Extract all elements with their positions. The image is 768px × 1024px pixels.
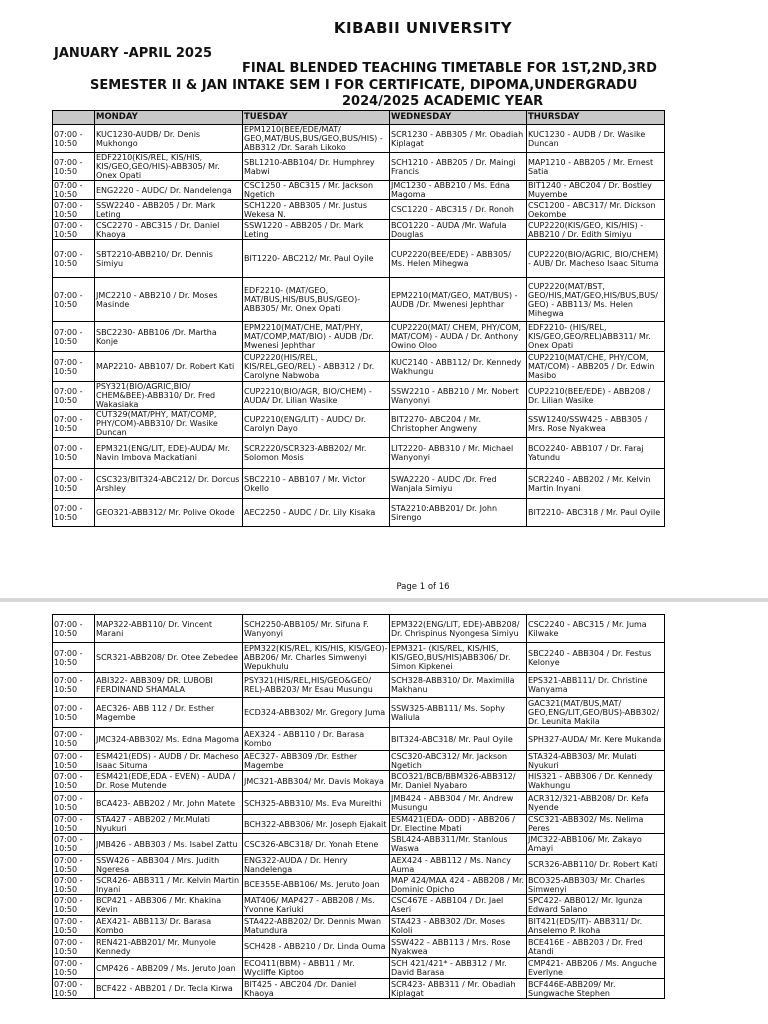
class-cell: BIT1220- ABC212/ Mr. Paul Oyile <box>243 240 390 278</box>
table-row <box>53 499 665 527</box>
class-cell: EPM322(KIS/REL, KIS/HIS, KIS/GEO)-ABB206/ Mr. Charles Simwenyi Wepukhulu <box>244 644 388 671</box>
col-header-wednesday: WEDNESDAY <box>390 111 527 125</box>
class-cell: SSW2210 - ABB210 / Mr. Nobert Wanyonyi <box>390 382 527 410</box>
class-cell: CUP2220(MAT/BST, GEO/HIS,MAT/GEO,HIS/BUS,BUS/GEO) - ABB113/ Ms. Helen Mihegwa <box>527 278 665 322</box>
time-cell: 07:00 - 10:50 <box>53 834 95 855</box>
class-cell: BCO321/BCB/BBM326-ABB312/ Mr. Daniel Nyabaro <box>390 771 527 792</box>
table-row <box>53 153 665 181</box>
class-cell: ESM421(EDE,EDA - EVEN) - AUDA / Dr. Rose Mutende <box>95 771 243 792</box>
class-cell: CUP2220(MAT/ CHEM, PHY/COM, MAT/COM) - AUDA / Dr. Anthony Owino Oloo <box>390 322 527 352</box>
table-row <box>53 200 665 220</box>
class-cell: STA423 - ABB302 /Dr. Moses Kololi <box>390 916 527 936</box>
col-header-thursday: THURSDAY <box>527 111 665 125</box>
class-cell: CUP2220(KIS/GEO, KIS/HIS) - ABB210 / Dr. Edith Simiyu <box>527 220 665 240</box>
time-cell: 07:00 - 10:50 <box>53 615 95 643</box>
class-cell: ENG2220 - AUDC/ Dr. Nandelenga <box>95 181 243 200</box>
table-row <box>53 643 665 673</box>
class-cell: SCR326-ABB110/ Dr. Robert Kati <box>527 855 665 875</box>
time-cell: 07:00 - 10:50 <box>53 220 95 240</box>
class-cell: BIT1240 - ABC204 / Dr. Bostley Muyembe <box>527 181 665 200</box>
time-cell: 07:00 - 10:50 <box>53 200 95 220</box>
timetable-heading: FINAL BLENDED TEACHING TIMETABLE FOR 1ST,2ND,3RD <box>242 61 657 76</box>
time-cell: 07:00 - 10:50 <box>53 673 95 698</box>
class-cell: MAP2210- ABB107/ Dr. Robert Kati <box>95 352 243 382</box>
class-cell: CSC467E - ABB104 / Dr. Jael Aseri <box>390 895 527 916</box>
time-cell: 07:00 - 10:50 <box>53 643 95 673</box>
table-row <box>53 728 665 751</box>
table-header-row <box>53 111 665 125</box>
table-row <box>53 673 665 698</box>
class-cell: CSC320-ABC312/ Mr. Jackson Ngetich <box>390 751 527 771</box>
class-cell: BIT2270- ABC204 / Mr. Christopher Angweny <box>390 410 527 438</box>
class-cell: SCH328-ABB310/ Dr. Maximilla Makhanu <box>390 673 527 698</box>
table-row <box>53 875 665 895</box>
table-row <box>53 751 665 771</box>
class-cell: CUP2220(HIS/REL, KIS/REL,GEO/REL) - ABB312 / Dr. Carolyne Nabwoba <box>243 352 390 382</box>
class-cell: SSW2240 - ABB205 / Dr. Mark Leting <box>95 200 243 220</box>
class-cell: BCH322-ABB306/ Mr. Joseph Ejakait <box>243 815 390 834</box>
class-cell: SCH 421/421* - ABB312 / Mr. David Barasa <box>390 958 527 979</box>
class-cell: SBL1210-ABB104/ Dr. Humphrey Mabwi <box>243 153 390 181</box>
class-cell: AEC327- ABB309 /Dr. Esther Magembe <box>243 751 390 771</box>
table-row <box>53 240 665 278</box>
table-row <box>53 278 665 322</box>
class-cell: SBC2240 - ABB304 / Dr. Festus Kelonye <box>527 643 665 673</box>
class-cell: BCF422 - ABB201 / Dr. Tecla Kirwa <box>95 979 243 999</box>
class-cell: BCP421 - ABB306 / Mr. Khakina Kevin <box>95 895 243 916</box>
class-cell: GAC321(MAT/BUS,MAT/ GEO,ENG/LIT,GEO/BUS)-ABB302/ Dr. Leunita Makila <box>527 698 665 728</box>
page-number: Page 1 of 16 <box>396 582 450 592</box>
university-title: KIBABII UNIVERSITY <box>333 19 513 37</box>
class-cell: CSC1220 - ABC315 / Dr. Ronoh <box>390 200 527 220</box>
class-cell: ESM421(EDS) - AUDB / Dr. Macheso Isaac Situma <box>95 751 243 771</box>
table-row <box>53 855 665 875</box>
class-cell: SPH327-AUDA/ Mr. Kere Mukanda <box>527 728 665 751</box>
class-cell: JMB424 - ABB304 / Mr. Andrew Musungu <box>390 792 527 815</box>
class-cell: SBL424-ABB311/Mr. Stanlous Waswa <box>390 834 527 855</box>
table-row <box>53 322 665 352</box>
class-cell: CUT329(MAT/PHY, MAT/COMP, PHY/COM)-ABB310/ Dr. Wasike Duncan <box>95 410 243 438</box>
class-cell: ECD324-ABB302/ Mr. Gregory Juma <box>243 698 390 728</box>
class-cell: PSY321(BIO/AGRIC,BIO/ CHEM&BEE)-ABB310/ Dr. Fred Wakasiaka <box>95 382 243 410</box>
class-cell: EPM1210(BEE/EDE/MAT/ GEO,MAT/BUS,BUS/GEO,BUS/HIS) - ABB312 /Dr. Sarah Likoko <box>243 125 390 153</box>
class-cell: AEC2250 - AUDC / Dr. Lily Kisaka <box>243 499 390 527</box>
table-row <box>53 469 665 499</box>
table-row <box>53 410 665 438</box>
class-cell: SCH1210 - ABB205 / Dr. Maingi Francis <box>390 153 527 181</box>
class-cell: SCH2250-ABB105/ Mr. Sifuna F. Wanyonyi <box>243 615 390 643</box>
class-cell: SCH1220 - ABB305 / Mr. Justus Wekesa N. <box>243 200 390 220</box>
time-cell: 07:00 - 10:50 <box>53 469 95 499</box>
time-cell: 07:00 - 10:50 <box>53 958 95 979</box>
time-cell: 07:00 - 10:50 <box>53 322 95 352</box>
time-cell: 07:00 - 10:50 <box>53 240 95 278</box>
table-row <box>53 895 665 916</box>
class-cell: CUP2210(BEE/EDE) - ABB208 / Dr. Lilian Wasike <box>527 382 665 410</box>
table-row <box>53 438 665 469</box>
class-cell: AEX424 - ABB112 / Ms. Nancy Auma <box>390 855 527 875</box>
class-cell: LIT2220- ABB310 / Mr. Michael Wanyonyi <box>390 438 527 469</box>
class-cell: EDF2210- (HIS/REL, KIS/GEO,GEO/REL)ABB311/ Mr. Onex Opati <box>527 322 665 352</box>
class-cell: EPM321- (KIS/REL, KIS/HIS, KIS/GEO,BUS/HIS)ABB306/ Dr. Simon Kipkenei <box>390 643 527 673</box>
class-cell: EDF2210(KIS/REL, KIS/HIS, KIS/GEO,GEO/HIS)-ABB305/ Mr. Onex Opati <box>95 153 243 181</box>
class-cell: EPM2210(MAT/CHE, MAT/PHY, MAT/COMP,MAT/BIO) - AUDB /Dr. Mwenesi Jephthar <box>243 322 390 352</box>
class-cell: KUC2140 - ABB112/ Dr. Kennedy Wakhungu <box>390 352 527 382</box>
class-cell: ACR312/321-ABB208/ Dr. Kefa Nyende <box>527 792 665 815</box>
time-cell: 07:00 - 10:50 <box>53 792 95 815</box>
class-cell: CSC326-ABC318/ Dr. Yonah Etene <box>243 834 390 855</box>
table-row <box>53 834 665 855</box>
class-cell: BCE416E - ABB203 / Dr. Fred Atandi <box>527 936 665 958</box>
class-cell: REN421-ABB201/ Mr. Munyole Kennedy <box>95 936 243 958</box>
class-cell: MAP 424/MAA 424 - ABB208 / Mr. Dominic Opicho <box>390 875 527 895</box>
timetable-page-1 <box>52 110 665 527</box>
class-cell: SCR426- ABB311 / Mr. Kelvin Martin Inyani <box>95 875 243 895</box>
time-cell: 07:00 - 10:50 <box>53 352 95 382</box>
class-cell: CUP2210(ENG/LIT) - AUDC/ Dr. Carolyn Dayo <box>243 410 390 438</box>
class-cell: EPS321-ABB111/ Dr. Christine Wanyama <box>527 673 665 698</box>
table-row <box>53 958 665 979</box>
time-cell: 07:00 - 10:50 <box>53 125 95 153</box>
time-cell: 07:00 - 10:50 <box>53 815 95 834</box>
class-cell: MAP322-ABB110/ Dr. Vincent Marani <box>95 615 243 643</box>
time-cell: 07:00 - 10:50 <box>53 771 95 792</box>
class-cell: SSW422 - ABB113 / Mrs. Rose Nyakwea <box>390 936 527 958</box>
class-cell: ABI322- ABB309/ DR. LUBOBI FERDINAND SHAMALA <box>95 673 243 698</box>
col-header-monday: MONDAY <box>95 111 243 125</box>
class-cell: EPM322(ENG/LIT, EDE)-ABB208/ Dr. Chrispinus Nyongesa Simiyu <box>390 615 527 643</box>
class-cell: BCA423- ABB202 / Mr. John Matete <box>95 792 243 815</box>
class-cell: ECO411(BBM) - ABB11 / Mr. Wycliffe Kiptoo <box>243 958 390 979</box>
class-cell: AEX421- ABB113/ Dr. Barasa Kombo <box>95 916 243 936</box>
class-cell: EPM2210(MAT/GEO, MAT/BUS) - AUDB /Dr. Mwenesi Jephthar <box>390 278 527 322</box>
time-cell: 07:00 - 10:50 <box>53 499 95 527</box>
class-cell: EPM321(ENG/LIT, EDE)-AUDA/ Mr. Navin Imbova Mackatiani <box>95 438 243 469</box>
table-row <box>53 979 665 999</box>
class-cell: BCO2240- ABB107 / Dr. Faraj Yatundu <box>527 438 665 469</box>
class-cell: SCR321-ABB208/ Dr. Otee Zebedee <box>95 643 243 673</box>
class-cell: JMC324-ABB302/ Ms. Edna Magoma <box>95 728 243 751</box>
time-cell: 07:00 - 10:50 <box>53 936 95 958</box>
class-cell: STA427 - ABB202 / Mr.Mulati Nyukuri <box>95 815 243 834</box>
table-row <box>53 181 665 200</box>
time-cell: 07:00 - 10:50 <box>53 979 95 999</box>
class-cell: SCH428 - ABB210 / Dr. Linda Ouma <box>243 936 390 958</box>
time-cell: 07:00 - 10:50 <box>53 875 95 895</box>
class-cell: JMC322-ABB106/ Mr. Zakayo Amayi <box>527 834 665 855</box>
class-cell: EDF2210- (MAT/GEO, MAT/BUS,HIS/BUS,BUS/GEO)-ABB305/ Mr. Onex Opati <box>243 278 390 322</box>
class-cell: CSC1250 - ABC315 / Mr. Jackson Ngetich <box>243 181 390 200</box>
table-row <box>53 352 665 382</box>
class-cell: SBT2210-ABB210/ Dr. Dennis Simiyu <box>95 240 243 278</box>
time-cell: 07:00 - 10:50 <box>53 410 95 438</box>
class-cell: SPC422- ABB012/ Mr. Igunza Edward Salano <box>527 895 665 916</box>
class-cell: KUC1230-AUDB/ Dr. Denis Mukhongo <box>95 125 243 153</box>
page-separator <box>0 598 768 602</box>
class-cell: BIT421(EDS/IT)- ABB311/ Dr. Anselemo P. Ikoha <box>527 916 665 936</box>
class-cell: ENG322-AUDA / Dr. Henry Nandelenga <box>243 855 390 875</box>
class-cell: SSW1220 - ABB205 / Dr. Mark Leting <box>243 220 390 240</box>
class-cell: MAP1210 - ABB205 / Mr. Ernest Satia <box>527 153 665 181</box>
class-cell: CMP426 - ABB209 / Ms. Jeruto Joan <box>95 958 243 979</box>
class-cell: PSY321(HIS/REL,HIS/GEO&GEO/ REL)-ABB203/ Mr Esau Musungu <box>243 673 390 698</box>
term-heading: JANUARY -APRIL 2025 <box>54 46 213 61</box>
class-cell: JMC1230 - ABB210 / Ms. Edna Magoma <box>390 181 527 200</box>
table-row <box>53 382 665 410</box>
col-header-tuesday: TUESDAY <box>243 111 390 125</box>
class-cell: ESM421(EDA- ODD) - ABB206 / Dr. Electine Mbati <box>390 815 527 834</box>
time-cell: 07:00 - 10:50 <box>53 181 95 200</box>
class-cell: STA422-ABB202/ Dr. Dennis Mwan Matundura <box>243 916 390 936</box>
table-row <box>53 220 665 240</box>
class-cell: SCR2240 - ABB202 / Mr. Kelvin Martin Inyani <box>527 469 665 499</box>
table-row <box>53 771 665 792</box>
class-cell: CUP2210(MAT/CHE, PHY/COM, MAT/COM) - ABB205 / Dr. Edwin Masibo <box>527 352 665 382</box>
table-row <box>53 615 665 643</box>
table-row <box>53 125 665 153</box>
time-cell: 07:00 - 10:50 <box>53 728 95 751</box>
class-cell: HIS321 - ABB306 / Dr. Kennedy Wakhungu <box>527 771 665 792</box>
class-cell: GEO321-ABB312/ Mr. Polive Okode <box>95 499 243 527</box>
class-cell: JMC321-ABB304/ Mr. Davis Mokaya <box>243 771 390 792</box>
class-cell: CSC2270 - ABC315 / Dr. Daniel Khaoya <box>95 220 243 240</box>
timetable-page-2 <box>52 614 665 999</box>
time-cell: 07:00 - 10:50 <box>53 278 95 322</box>
class-cell: SSW325-ABB111/ Ms. Sophy Waliula <box>390 698 527 728</box>
class-cell: BCE355E-ABB106/ Ms. Jeruto Joan <box>243 875 390 895</box>
table-row <box>53 815 665 834</box>
class-cell: BIT425 - ABC204 /Dr. Daniel Khaoya <box>243 979 390 999</box>
academic-year-heading: 2024/2025 ACADEMIC YEAR <box>342 94 544 109</box>
class-cell: CSC321-ABB302/ Ms. Nelima Peres <box>527 815 665 834</box>
class-cell: SBC2230- ABB106 /Dr. Martha Konje <box>95 322 243 352</box>
time-cell: 07:00 - 10:50 <box>53 438 95 469</box>
class-cell: SSW426 - ABB304 / Mrs. Judith Ngeresa <box>95 855 243 875</box>
class-cell: KUC1230 - AUDB / Dr. Wasike Duncan <box>527 125 665 153</box>
class-cell: SCR2220/SCR323-ABB202/ Mr. Solomon Mosis <box>243 438 390 469</box>
class-cell: AEX324 - ABB110 / Dr. Barasa Kombo <box>243 728 390 751</box>
table-row <box>53 916 665 936</box>
class-cell: CMP421- ABB206 / Ms. Anguche Everlyne <box>527 958 665 979</box>
class-cell: BIT324-ABC318/ Mr. Paul Oyile <box>390 728 527 751</box>
class-cell: SCR423- ABB311 / Mr. Obadiah Kiplagat <box>390 979 527 999</box>
class-cell: SCR1230 - ABB305 / Mr. Obadiah Kiplagat <box>390 125 527 153</box>
class-cell: SWA2220 - AUDC /Dr. Fred Wanjala Simiyu <box>390 469 527 499</box>
class-cell: STA2210:ABB201/ Dr. John Sirengo <box>390 499 527 527</box>
class-cell: JMB426 - ABB303 / Ms. Isabel Zattu <box>95 834 243 855</box>
table-row <box>53 936 665 958</box>
time-cell: 07:00 - 10:50 <box>53 916 95 936</box>
time-cell: 07:00 - 10:50 <box>53 855 95 875</box>
class-cell: SSW1240/SSW425 - ABB305 / Mrs. Rose Nyakwea <box>527 410 665 438</box>
class-cell: CSC1200 - ABC317/ Mr. Dickson Oekombe <box>527 200 665 220</box>
class-cell: BCO325-ABB303/ Mr. Charles Simwenyi <box>527 875 665 895</box>
time-cell: 07:00 - 10:50 <box>53 153 95 181</box>
class-cell: CSC323/BIT324-ABC212/ Dr. Dorcus Arshley <box>95 469 243 499</box>
class-cell: MAT406/ MAP427 - ABB208 / Ms. Yvonne Kariuki <box>243 895 390 916</box>
class-cell: BIT2210- ABC318 / Mr. Paul Oyile <box>527 499 665 527</box>
class-cell: SBC2210 - ABB107 / Mr. Victor Okello <box>243 469 390 499</box>
class-cell: STA324-ABB303/ Mr. Mulati Nyukuri <box>527 751 665 771</box>
table-row <box>53 698 665 728</box>
time-cell: 07:00 - 10:50 <box>53 382 95 410</box>
semester-heading: SEMESTER II & JAN INTAKE SEM I FOR CERTIFICATE, DIPOMA,UNDERGRADU <box>90 78 638 93</box>
class-cell: CUP2210(BIO/AGR, BIO/CHEM) - AUDA/ Dr. Lilian Wasike <box>243 382 390 410</box>
time-cell: 07:00 - 10:50 <box>53 698 95 728</box>
class-cell: CUP2220(BEE/EDE) - ABB305/ Ms. Helen Mihegwa <box>390 240 527 278</box>
class-cell: SCH325-ABB310/ Ms. Eva Mureithi <box>243 792 390 815</box>
class-cell: JMC2210 - ABB210 / Dr. Moses Masinde <box>95 278 243 322</box>
time-cell: 07:00 - 10:50 <box>53 895 95 916</box>
time-cell: 07:00 - 10:50 <box>53 751 95 771</box>
class-cell: AEC326- ABB 112 / Dr. Esther Magembe <box>95 698 243 728</box>
class-cell: BCF446E-ABB209/ Mr. Sungwache Stephen <box>527 979 665 999</box>
class-cell: CUP2220(BIO/AGRIC, BIO/CHEM) - AUB/ Dr. Macheso Isaac Situma <box>527 240 665 278</box>
class-cell: BCO1220 - AUDA /Mr. Wafula Douglas <box>390 220 527 240</box>
table-row <box>53 792 665 815</box>
col-header-time <box>53 111 95 125</box>
class-cell: CSC2240 - ABC315 / Mr. Juma Kilwake <box>527 615 665 643</box>
